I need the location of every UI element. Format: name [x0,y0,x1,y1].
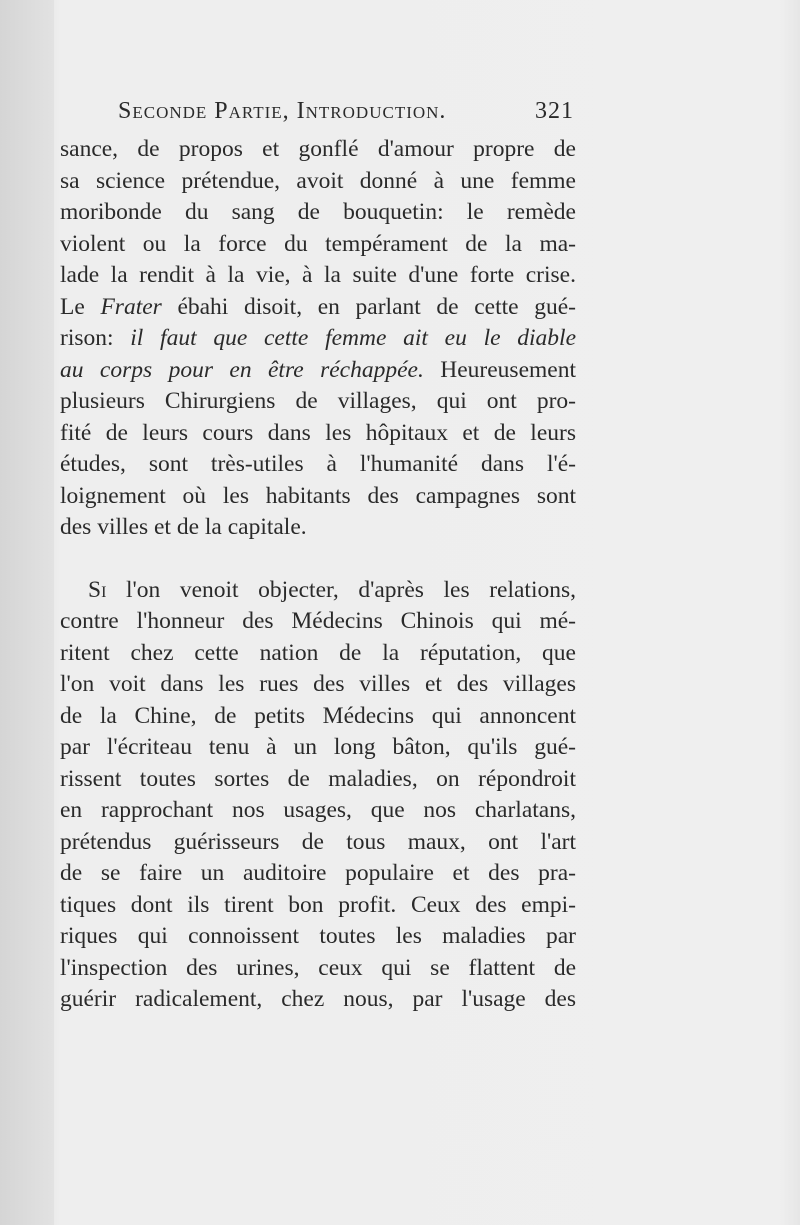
text-line: en rapprochant nos usages, que nos charlatans, [60,797,576,823]
running-head: Seconde Partie, Introduction. [118,98,447,124]
text-line: prétendus guérisseurs de tous maux, ont l'art [60,828,576,855]
text-line: contre l'honneur des Médecins Chinois qui mé- [60,608,576,634]
text-span: l'on venoit objecter, d'après les relations, [106,576,576,603]
text-line: tiques dont ils tirent bon profit. Ceux des empi- [60,891,576,918]
text-span: Heureusement [423,356,576,383]
body-text [60,134,576,1016]
italic-text: au corps pour en être réchappée. [60,356,424,383]
page-header [118,98,574,125]
text-line: des villes et de la capitale. [60,514,307,540]
italic-text: Frater [100,293,162,320]
text-line [60,355,576,387]
text-span: Le [60,293,101,320]
text-span: rison: [60,325,131,351]
text-line: moribonde du sang de bouquetin: le remède [60,199,576,225]
page-number: 321 [535,98,574,124]
text-line: sance, de propos et gonflé d'amour propre de [60,136,576,162]
text-line: loignement où les habitants des campagnes sont [60,482,576,509]
text-line: ritent chez cette nation de la réputation, que [60,639,576,666]
text-line: études, sont très-utiles à l'humanité dans l'é- [60,451,576,477]
text-line: lade la rendit à la vie, à la suite d'une forte crise. [60,262,576,288]
text-span: ébahi disoit, en parlant de cette gué- [161,293,576,320]
italic-text: il faut que cette femme ait eu le diable [130,325,576,351]
text-line: de la Chine, de petits Médecins qui annoncent [60,702,576,729]
text-line: guérir radicalement, chez nous, par l'usage des [60,986,576,1012]
text-line: riques qui connoissent toutes les maladies par [60,923,576,949]
text-line: par l'écriteau tenu à un long bâton, qu'ils gué- [60,734,576,760]
text-line: fité de leurs cours dans les hôpitaux et de leurs [60,419,576,446]
page-gutter [0,0,54,1225]
text-line: sa science prétendue, avoit donné à une femme [60,167,576,194]
text-line [60,323,576,355]
text-line: rissent toutes sortes de maladies, on répondroit [60,765,576,792]
text-line: de se faire un auditoire populaire et des pra- [60,860,576,886]
text-line [60,575,576,607]
text-line [60,292,576,324]
paragraph-gap [60,544,576,575]
text-line: l'inspection des urines, ceux qui se flattent de [60,954,576,981]
text-line: violent ou la force du tempérament de la ma- [60,230,576,257]
small-caps-word: Si [88,576,107,603]
text-line: l'on voit dans les rues des villes et des villages [60,671,576,697]
text-line: plusieurs Chirurgiens de villages, qui ont pro- [60,388,576,414]
